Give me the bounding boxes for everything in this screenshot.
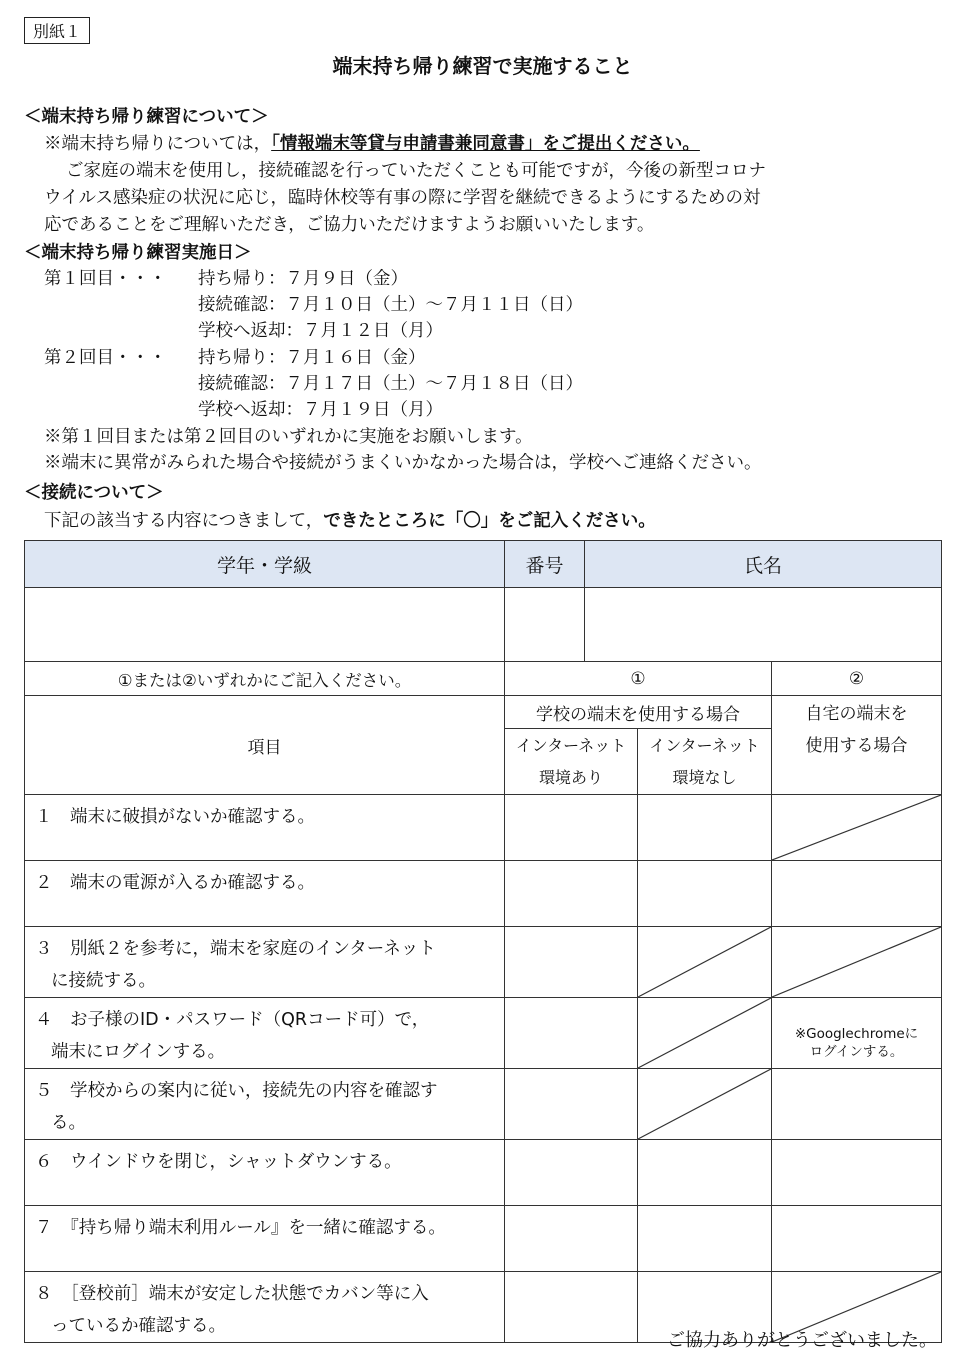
item-4-text-line1: ４ お子様のID・パスワード（QRコード可）で， (35, 1010, 430, 1030)
item-1-net-no-cell[interactable] (638, 795, 772, 861)
dates-note-1: ※第１回目または第２回目のいずれかに実施をお願いします。 (44, 427, 533, 447)
slash-mark (772, 795, 941, 860)
item-2-home-cell[interactable] (772, 861, 942, 927)
school-device-header: 学校の端末を使用する場合 (505, 696, 772, 729)
item-6-net-yes-cell[interactable] (505, 1140, 638, 1206)
google-chrome-note (772, 1005, 941, 1061)
slash-mark (638, 927, 771, 997)
item-7-net-yes-cell[interactable] (505, 1206, 638, 1272)
item-8-text-line1: ８ ［登校前］端末が安定した状態でカバン等に入 (35, 1284, 429, 1304)
table-row (25, 927, 942, 998)
item-1-home-cell (772, 795, 942, 861)
instruction-line (44, 508, 656, 534)
item-1 (25, 795, 505, 861)
round2-label: 第２回目・・・ (44, 348, 167, 368)
table-row (25, 998, 942, 1069)
number-field[interactable] (505, 588, 585, 662)
item-8-text-line2: っているか確認する。 (51, 1316, 226, 1336)
item-3-net-yes-cell[interactable] (505, 927, 638, 998)
item-2 (25, 861, 505, 927)
item-4-net-no-cell (638, 998, 772, 1069)
section-heading-dates: ＜端末持ち帰り練習実施日＞ (24, 243, 252, 263)
round1-take-home: 持ち帰り：７月９日（金） (198, 269, 408, 289)
google-chrome-note-line2: ログインする。 (809, 1044, 904, 1060)
home-device-header (772, 696, 942, 795)
grade-class-field[interactable] (25, 588, 505, 662)
name-field[interactable] (585, 588, 942, 662)
slash-mark (638, 998, 771, 1068)
paragraph-line-3: 応であることをご理解いただき，ご協力いただけますようお願いいたします。 (44, 215, 655, 235)
item-5 (25, 1069, 505, 1140)
round2-return: 学校へ返却：７月１９日（月） (198, 400, 443, 420)
submission-note-form: 「情報端末等貸与申請書兼同意書」をご提出ください。 (271, 134, 700, 154)
item-6 (25, 1140, 505, 1206)
net-unavailable-line1: インターネット (649, 735, 760, 755)
table-row (25, 795, 942, 861)
round1-return: 学校へ返却：７月１２日（月） (198, 321, 443, 341)
item-4-net-yes-cell[interactable] (505, 998, 638, 1069)
header-name: 氏名 (585, 541, 942, 588)
item-3-text-line1: ３ 別紙２を参考に，端末を家庭のインターネット (35, 939, 436, 959)
net-available-header (505, 729, 638, 795)
item-6-net-no-cell[interactable] (638, 1140, 772, 1206)
table-row (25, 1206, 942, 1272)
table-row (25, 861, 942, 927)
item-header: 項目 (25, 696, 505, 795)
item-7-text: ７ 『持ち帰り端末利用ルール』を一緒に確認する。 (35, 1218, 446, 1238)
choose-instruction: ①または②いずれかにご記入ください。 (25, 662, 505, 696)
item-2-net-yes-cell[interactable] (505, 861, 638, 927)
item-8-net-yes-cell[interactable] (505, 1272, 638, 1343)
submission-note-prefix: ※端末持ち帰りについては， (44, 134, 272, 154)
google-chrome-note-line1: ※Googlechromeに (794, 1026, 919, 1042)
page-title: 端末持ち帰り練習で実施すること (332, 54, 633, 78)
item-3 (25, 927, 505, 998)
item-6-text: ６ ウインドウを閉じ，シャットダウンする。 (35, 1152, 402, 1172)
paragraph-line-1: ご家庭の端末を使用し，接続確認を行っていただくことも可能ですが，今後の新型コロナ (66, 161, 766, 181)
item-3-net-no-cell (638, 927, 772, 998)
option-2-label: ② (772, 662, 942, 696)
closing-message: ご協力ありがとうございました。 (667, 1330, 937, 1351)
item-7-home-cell[interactable] (772, 1206, 942, 1272)
table-row (25, 1140, 942, 1206)
item-5-home-cell[interactable] (772, 1069, 942, 1140)
slash-mark (638, 1069, 771, 1139)
item-3-home-cell (772, 927, 942, 998)
item-7 (25, 1206, 505, 1272)
round1-label: 第１回目・・・ (44, 269, 167, 289)
net-unavailable-header (638, 729, 772, 795)
dates-note-2: ※端末に異常がみられた場合や接続がうまくいかなかった場合は，学校へご連絡ください。 (44, 453, 762, 473)
item-1-text: １ 端末に破損がないか確認する。 (35, 807, 315, 827)
item-3-text-line2: に接続する。 (51, 971, 156, 991)
option-1-label: ① (505, 662, 772, 696)
net-available-line1: インターネット (515, 735, 627, 755)
item-2-text: ２ 端末の電源が入るか確認する。 (35, 873, 315, 893)
table-row (25, 1069, 942, 1140)
section-heading-connection: ＜接続について＞ (24, 483, 164, 503)
item-5-text-line1: ５ 学校からの案内に従い，接続先の内容を確認す (35, 1081, 438, 1101)
round1-connection-check: 接続確認：７月１０日（土）～７月１１日（日） (198, 295, 583, 315)
item-4-home-cell[interactable] (772, 998, 942, 1069)
item-5-text-line2: る。 (51, 1113, 86, 1133)
header-grade-class: 学年・学級 (25, 541, 505, 588)
instruction-bold: できたところに「〇」をご記入ください。 (323, 511, 656, 531)
item-7-net-no-cell[interactable] (638, 1206, 772, 1272)
item-6-home-cell[interactable] (772, 1140, 942, 1206)
section-heading-about: ＜端末持ち帰り練習について＞ (24, 107, 269, 127)
item-4-text-line2: 端末にログインする。 (51, 1042, 226, 1062)
item-5-net-no-cell (638, 1069, 772, 1140)
item-4 (25, 998, 505, 1069)
round2-connection-check: 接続確認：７月１７日（土）～７月１８日（日） (198, 374, 583, 394)
round2-take-home: 持ち帰り：７月１６日（金） (198, 348, 426, 368)
item-5-net-yes-cell[interactable] (505, 1069, 638, 1140)
instruction-normal: 下記の該当する内容につきまして， (44, 511, 324, 531)
home-device-header-line2: 使用する場合 (805, 736, 908, 756)
item-1-net-yes-cell[interactable] (505, 795, 638, 861)
slash-mark (772, 927, 941, 997)
net-unavailable-line2: 環境なし (672, 767, 737, 787)
net-available-line2: 環境あり (538, 767, 603, 787)
header-number: 番号 (505, 541, 585, 588)
item-2-net-no-cell[interactable] (638, 861, 772, 927)
item-8 (25, 1272, 505, 1343)
submission-note (44, 131, 700, 157)
checklist-table (24, 540, 942, 1343)
paragraph-line-2: ウイルス感染症の状況に応じ，臨時休校等有事の際に学習を継続できるようにするための対 (44, 188, 761, 208)
doc-tag: 別紙１ (24, 17, 90, 44)
home-device-header-line1: 自宅の端末を (805, 704, 908, 724)
